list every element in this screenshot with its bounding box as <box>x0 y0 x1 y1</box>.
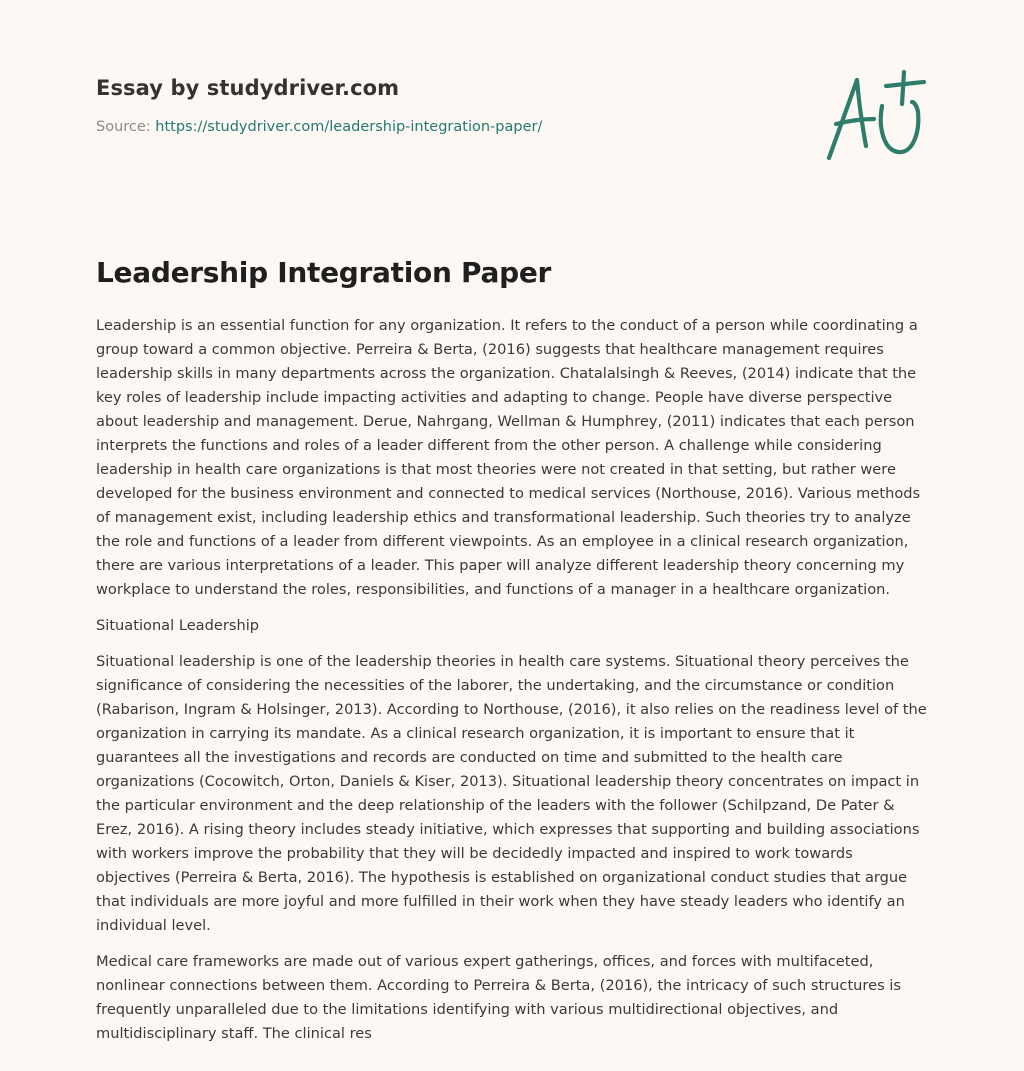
brand-title: Essay by studydriver.com <box>96 76 400 100</box>
source-label: Source: <box>96 119 156 135</box>
paragraph: Medical care frameworks are made out of various expert gatherings, offices, and forces with multifaceted, nonlinear connections between them. According to Perreira & Berta, (2016), the intricacy of such structures is frequently unparalleled due to the limitations identifying with various multidirectional objectives, and multidisciplinary staff. The clinical res <box>96 953 901 1042</box>
paragraph: Leadership is an essential function for any organization. It refers to the conduct of a person while coordinating a group toward a common objective. Perreira & Berta, (2016) suggests that healthcare management requires leadership skills in many departments across the organization. Chatalalsingh & Reeves, (2014) indicate that the key roles of leadership include impacting activities and adapting to change. People have diverse perspective about leadership and management. Derue, Nahrgang, Wellman & Humphrey, (2011) indicates that each person interprets the functions and roles of a leader different from the other person. A challenge while considering leadership in health care organizations is that most theories were not created in that setting, but rather were developed for the business environment and connected to medical services (Northouse, 2016). Various methods of management exist, including leadership ethics and transformational leadership. Such theories try to analyze the role and functions of a leader from different viewpoints. As an employee in a clinical research organization, there are various interpretations of a leader. This paper will analyze different leadership theory concerning my workplace to understand the roles, responsibilities, and functions of a manager in a healthcare organization. <box>96 317 921 598</box>
section-heading: Situational Leadership <box>96 617 260 634</box>
source-link[interactable]: https://studydriver.com/leadership-integration-paper/ <box>155 119 543 135</box>
paragraph: Situational leadership is one of the leadership theories in health care systems. Situational theory perceives the significance of considering the necessities of the laborer, the undertaking, and the circumstance or condition (Rabarison, Ingram & Holsinger, 2013). According to Northouse, (2016), it also relies on the readiness level of the organization in carrying its mandate. As a clinical research organization, it is important to ensure that it guarantees all the investigations and records are conducted on time and submitted to the health care organizations (Cocowitch, Orton, Daniels & Kiser, 2013). Situational leadership theory concentrates on impact in the particular environment and the deep relationship of the leaders with the follower (Schilpzand, De Pater & Erez, 2016). A rising theory includes steady initiative, which expresses that supporting and building associations with workers improve the probability that they will be decidedly impacted and inspired to work towards objectives (Perreira & Berta, 2016). The hypothesis is established on organizational conduct studies that argue that individuals are more joyful and more fulfilled in their work when they have steady leaders who identify an individual level. <box>96 653 927 934</box>
source-line <box>96 119 796 135</box>
page-header <box>96 76 796 135</box>
document-body <box>96 314 928 1058</box>
a-plus-logo-icon <box>822 66 928 166</box>
document-title: Leadership Integration Paper <box>96 256 552 289</box>
